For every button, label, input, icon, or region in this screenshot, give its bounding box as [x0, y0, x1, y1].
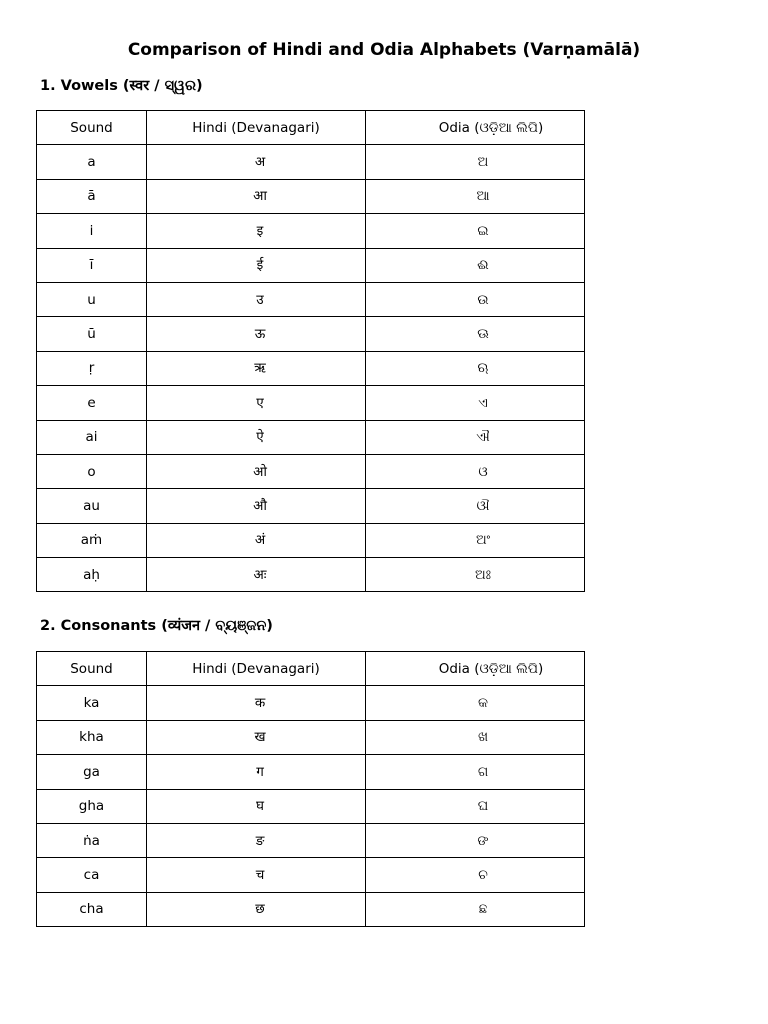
hindi-letter-cell: घ — [147, 789, 366, 823]
odia-letter-cell: ଙ — [366, 823, 585, 857]
sound-cell: ka — [37, 686, 147, 720]
column-header-sound: Sound — [37, 111, 147, 145]
table-row — [37, 720, 585, 754]
table-row — [37, 282, 585, 316]
table-row — [37, 755, 585, 789]
odia-letter-cell: ଉ — [366, 282, 585, 316]
sound-cell: e — [37, 386, 147, 420]
hindi-letter-cell: अः — [147, 558, 366, 592]
sound-cell: kha — [37, 720, 147, 754]
table-row — [37, 789, 585, 823]
table-row — [37, 317, 585, 351]
hindi-letter-cell: च — [147, 858, 366, 892]
table-row — [37, 248, 585, 282]
odia-letter-cell: ଔ — [366, 489, 585, 523]
hindi-letter-cell: आ — [147, 179, 366, 213]
sound-cell: ṅa — [37, 823, 147, 857]
odia-letter-cell: ଅଃ — [366, 558, 585, 592]
odia-letter-cell: ଓ — [366, 454, 585, 488]
table-header-row — [37, 111, 585, 145]
table-row — [37, 686, 585, 720]
hindi-letter-cell: उ — [147, 282, 366, 316]
column-header-odia: Odia (ଓଡ଼ିଆ ଲିପି) — [366, 652, 585, 686]
odia-letter-cell: ଏ — [366, 386, 585, 420]
odia-letter-cell: ଈ — [366, 248, 585, 282]
hindi-letter-cell: क — [147, 686, 366, 720]
sound-cell: a — [37, 145, 147, 179]
sound-cell: ā — [37, 179, 147, 213]
odia-letter-cell: ଛ — [366, 892, 585, 926]
table-row — [37, 858, 585, 892]
hindi-letter-cell: इ — [147, 214, 366, 248]
hindi-letter-cell: ई — [147, 248, 366, 282]
sound-cell: ca — [37, 858, 147, 892]
table-row — [37, 420, 585, 454]
vowels-heading: 1. Vowels (स्वर / ସ୍ୱର) — [40, 78, 203, 94]
sound-cell: ga — [37, 755, 147, 789]
column-header-hindi: Hindi (Devanagari) — [147, 652, 366, 686]
hindi-letter-cell: ऊ — [147, 317, 366, 351]
sound-cell: cha — [37, 892, 147, 926]
odia-letter-cell: ଊ — [366, 317, 585, 351]
sound-cell: o — [37, 454, 147, 488]
page-title: Comparison of Hindi and Odia Alphabets (Varṇamālā) — [127, 40, 641, 60]
table-header-row — [37, 652, 585, 686]
column-header-sound: Sound — [37, 652, 147, 686]
table-row — [37, 523, 585, 557]
table-row — [37, 179, 585, 213]
odia-letter-cell: ଖ — [366, 720, 585, 754]
table-row — [37, 454, 585, 488]
odia-letter-cell: ଐ — [366, 420, 585, 454]
hindi-letter-cell: अं — [147, 523, 366, 557]
table-row — [37, 351, 585, 385]
consonants-table — [36, 651, 585, 927]
odia-letter-cell: ଗ — [366, 755, 585, 789]
column-header-hindi: Hindi (Devanagari) — [147, 111, 366, 145]
sound-cell: gha — [37, 789, 147, 823]
hindi-letter-cell: अ — [147, 145, 366, 179]
hindi-letter-cell: ङ — [147, 823, 366, 857]
sound-cell: au — [37, 489, 147, 523]
sound-cell: ṛ — [37, 351, 147, 385]
table-row — [37, 214, 585, 248]
hindi-letter-cell: ए — [147, 386, 366, 420]
hindi-letter-cell: ऋ — [147, 351, 366, 385]
sound-cell: aṁ — [37, 523, 147, 557]
odia-letter-cell: କ — [366, 686, 585, 720]
table-row — [37, 558, 585, 592]
vowels-table — [36, 110, 585, 592]
odia-letter-cell: ଅ — [366, 145, 585, 179]
sound-cell: i — [37, 214, 147, 248]
odia-letter-cell: ଅଂ — [366, 523, 585, 557]
table-row — [37, 386, 585, 420]
consonants-heading: 2. Consonants (व्यंजन / ବ୍ୟଞ୍ଜନ) — [40, 618, 273, 634]
odia-letter-cell: ଋ — [366, 351, 585, 385]
sound-cell: ai — [37, 420, 147, 454]
odia-letter-cell: ଆ — [366, 179, 585, 213]
table-row — [37, 892, 585, 926]
sound-cell: ū — [37, 317, 147, 351]
sound-cell: u — [37, 282, 147, 316]
hindi-letter-cell: ख — [147, 720, 366, 754]
hindi-letter-cell: औ — [147, 489, 366, 523]
sound-cell: ī — [37, 248, 147, 282]
table-row — [37, 489, 585, 523]
hindi-letter-cell: छ — [147, 892, 366, 926]
table-row — [37, 145, 585, 179]
odia-letter-cell: ଘ — [366, 789, 585, 823]
table-row — [37, 823, 585, 857]
hindi-letter-cell: ग — [147, 755, 366, 789]
odia-letter-cell: ଇ — [366, 214, 585, 248]
hindi-letter-cell: ओ — [147, 454, 366, 488]
column-header-odia: Odia (ଓଡ଼ିଆ ଲିପି) — [366, 111, 585, 145]
odia-letter-cell: ଚ — [366, 858, 585, 892]
sound-cell: aḥ — [37, 558, 147, 592]
hindi-letter-cell: ऐ — [147, 420, 366, 454]
